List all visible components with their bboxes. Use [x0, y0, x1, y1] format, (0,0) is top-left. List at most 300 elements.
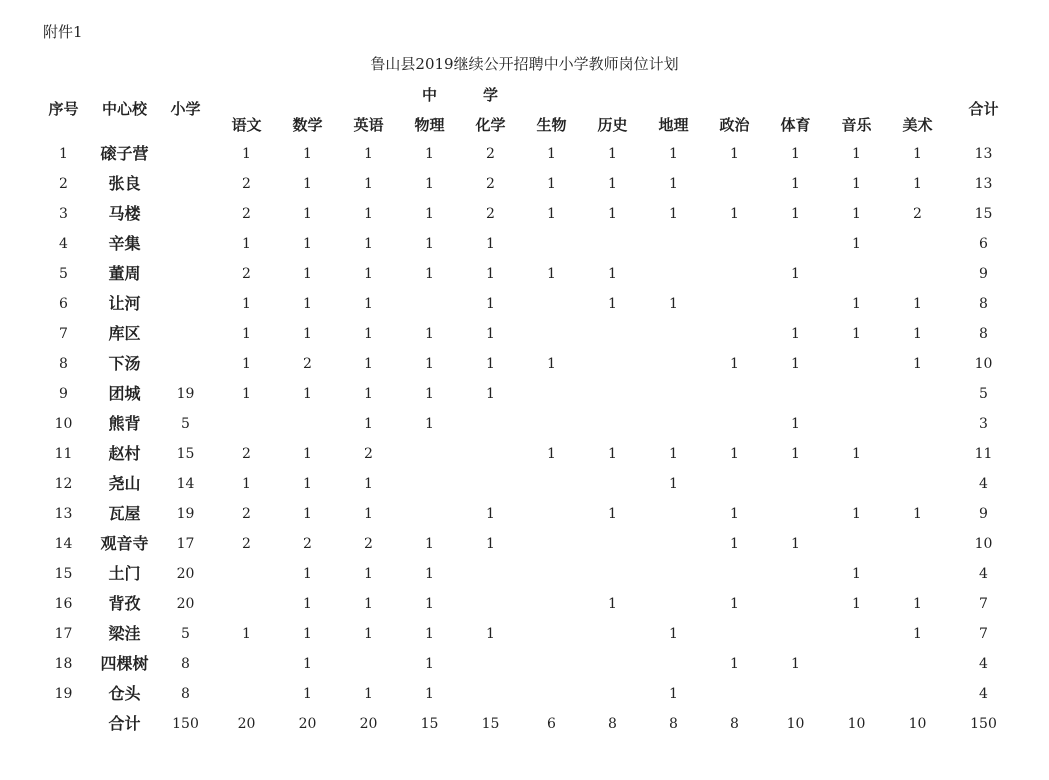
row-subject-count	[338, 649, 399, 679]
row-subject-count	[643, 379, 704, 409]
row-total: 4	[979, 686, 988, 702]
table-row	[33, 349, 1019, 379]
row-subject-count: 1	[364, 566, 373, 582]
row-subject-count: 1	[730, 206, 739, 222]
row-subject-count: 1	[791, 176, 800, 192]
row-subject-count: 1	[791, 266, 800, 282]
row-subject-count: 1	[852, 206, 861, 222]
row-subject-count	[704, 679, 765, 709]
header-subject: 物理	[414, 115, 445, 134]
header-subject: 美术	[902, 115, 933, 134]
row-subject-count	[826, 379, 887, 409]
row-subject-count	[765, 289, 826, 319]
row-subject-count: 1	[303, 266, 312, 282]
totals-subject: 10	[908, 716, 927, 732]
row-subject-count	[704, 409, 765, 439]
header-subject: 历史	[597, 115, 628, 134]
row-subject-count	[460, 649, 521, 679]
row-subject-count: 1	[913, 626, 922, 642]
row-school: 熊背	[108, 414, 141, 433]
row-subject-count	[216, 559, 277, 589]
row-subject-count	[704, 289, 765, 319]
row-subject-count: 2	[364, 536, 373, 552]
row-subject-count	[826, 259, 887, 289]
row-primary-count: 19	[176, 506, 195, 522]
row-subject-count	[460, 589, 521, 619]
row-primary-count	[155, 289, 216, 319]
row-subject-count: 2	[242, 176, 251, 192]
table-row	[33, 169, 1019, 199]
row-subject-count: 1	[791, 446, 800, 462]
row-subject-count: 1	[425, 146, 434, 162]
row-subject-count	[521, 229, 582, 259]
row-seq: 9	[59, 386, 68, 402]
row-subject-count: 1	[852, 566, 861, 582]
table-row	[33, 199, 1019, 229]
row-subject-count	[826, 649, 887, 679]
row-school: 团城	[108, 384, 141, 403]
header-subject: 政治	[719, 115, 750, 134]
row-subject-count	[643, 409, 704, 439]
row-school: 瓦屋	[108, 504, 141, 523]
row-subject-count	[704, 619, 765, 649]
row-subject-count: 1	[791, 356, 800, 372]
row-primary-count: 15	[176, 446, 195, 462]
row-subject-count: 1	[303, 506, 312, 522]
row-subject-count: 1	[852, 296, 861, 312]
row-subject-count: 1	[242, 476, 251, 492]
row-subject-count: 1	[364, 176, 373, 192]
row-subject-count	[887, 679, 948, 709]
row-subject-count	[643, 499, 704, 529]
row-subject-count: 1	[486, 326, 495, 342]
row-subject-count: 1	[303, 326, 312, 342]
header-middle-char-1: 中	[421, 85, 437, 104]
row-subject-count	[521, 289, 582, 319]
table-row	[33, 259, 1019, 289]
table-row	[33, 319, 1019, 349]
row-subject-count: 1	[852, 326, 861, 342]
row-seq: 6	[59, 296, 68, 312]
row-seq: 1	[59, 146, 68, 162]
row-subject-count: 1	[303, 446, 312, 462]
row-subject-count	[887, 469, 948, 499]
row-subject-count	[521, 319, 582, 349]
row-seq: 2	[59, 176, 68, 192]
row-primary-count: 20	[176, 566, 195, 582]
row-subject-count: 1	[303, 626, 312, 642]
row-subject-count: 1	[913, 146, 922, 162]
row-school: 董周	[108, 264, 141, 283]
row-subject-count	[460, 409, 521, 439]
row-subject-count	[582, 409, 643, 439]
row-subject-count	[521, 649, 582, 679]
table-row	[33, 139, 1019, 169]
row-subject-count: 1	[669, 146, 678, 162]
row-subject-count	[765, 679, 826, 709]
row-subject-count: 1	[913, 296, 922, 312]
row-subject-count: 1	[242, 236, 251, 252]
header-seq: 序号	[48, 100, 79, 118]
row-subject-count: 1	[791, 326, 800, 342]
row-subject-count	[887, 529, 948, 559]
row-subject-count: 1	[242, 626, 251, 642]
row-total: 9	[979, 506, 988, 522]
row-subject-count: 2	[242, 536, 251, 552]
row-subject-count	[460, 469, 521, 499]
row-subject-count	[460, 559, 521, 589]
row-total: 11	[974, 446, 993, 462]
row-subject-count	[216, 589, 277, 619]
row-subject-count: 1	[669, 686, 678, 702]
row-seq: 19	[54, 686, 73, 702]
row-seq: 4	[59, 236, 68, 252]
row-primary-count	[155, 349, 216, 379]
row-subject-count	[399, 439, 460, 469]
header-subject: 生物	[536, 115, 567, 134]
totals-primary: 150	[172, 716, 199, 732]
row-subject-count	[521, 409, 582, 439]
row-subject-count: 1	[303, 176, 312, 192]
row-subject-count: 1	[364, 206, 373, 222]
row-subject-count: 1	[852, 176, 861, 192]
header-subject: 音乐	[841, 115, 872, 134]
row-subject-count	[765, 619, 826, 649]
row-subject-count	[765, 499, 826, 529]
row-subject-count	[643, 589, 704, 619]
row-seq: 8	[59, 356, 68, 372]
row-subject-count	[826, 349, 887, 379]
row-total: 5	[979, 386, 988, 402]
totals-subject: 10	[847, 716, 866, 732]
row-subject-count	[887, 259, 948, 289]
table-row	[33, 529, 1019, 559]
row-subject-count	[582, 649, 643, 679]
row-subject-count: 1	[303, 386, 312, 402]
row-subject-count: 1	[730, 596, 739, 612]
row-subject-count: 1	[486, 506, 495, 522]
row-subject-count: 1	[486, 626, 495, 642]
row-subject-count: 1	[303, 146, 312, 162]
row-subject-count: 1	[425, 236, 434, 252]
row-subject-count	[704, 229, 765, 259]
row-seq: 16	[54, 596, 73, 612]
row-subject-count	[704, 469, 765, 499]
row-subject-count	[643, 649, 704, 679]
row-subject-count: 1	[730, 356, 739, 372]
row-school: 四棵树	[100, 654, 149, 673]
row-primary-count	[155, 169, 216, 199]
row-subject-count	[887, 409, 948, 439]
row-subject-count: 1	[303, 566, 312, 582]
row-subject-count: 1	[791, 206, 800, 222]
row-total: 7	[979, 626, 988, 642]
row-subject-count: 1	[303, 236, 312, 252]
row-total: 6	[979, 236, 988, 252]
row-subject-count: 1	[425, 386, 434, 402]
row-subject-count	[216, 679, 277, 709]
row-subject-count	[704, 259, 765, 289]
header-subject: 体育	[780, 115, 811, 134]
row-subject-count: 2	[303, 536, 312, 552]
row-total: 13	[974, 176, 993, 192]
totals-subject: 6	[547, 716, 556, 732]
row-subject-count	[887, 229, 948, 259]
row-subject-count	[582, 469, 643, 499]
row-subject-count: 1	[242, 356, 251, 372]
row-subject-count: 1	[425, 626, 434, 642]
row-subject-count: 1	[547, 356, 556, 372]
table-row	[33, 289, 1019, 319]
totals-row	[33, 709, 1019, 739]
row-seq: 12	[54, 476, 73, 492]
row-subject-count	[765, 559, 826, 589]
row-subject-count: 1	[608, 596, 617, 612]
totals-subject: 8	[669, 716, 678, 732]
row-subject-count	[521, 469, 582, 499]
row-subject-count: 1	[608, 296, 617, 312]
page-title: 鲁山县2019继续公开招聘中小学教师岗位计划	[370, 55, 679, 73]
row-subject-count: 1	[425, 266, 434, 282]
totals-subject: 20	[298, 716, 317, 732]
row-subject-count: 1	[791, 416, 800, 432]
row-subject-count: 1	[303, 596, 312, 612]
row-subject-count	[521, 679, 582, 709]
totals-subject: 20	[237, 716, 256, 732]
row-subject-count: 2	[242, 446, 251, 462]
totals-subject: 8	[730, 716, 739, 732]
row-subject-count: 1	[669, 296, 678, 312]
row-subject-count	[399, 289, 460, 319]
header-subject: 语文	[231, 115, 262, 134]
row-subject-count: 2	[242, 506, 251, 522]
row-subject-count: 1	[364, 266, 373, 282]
row-primary-count: 8	[181, 656, 190, 672]
row-total: 8	[979, 296, 988, 312]
row-school: 观音寺	[100, 534, 149, 553]
row-subject-count: 1	[852, 236, 861, 252]
row-subject-count: 1	[486, 236, 495, 252]
row-subject-count: 1	[242, 326, 251, 342]
row-school: 土门	[108, 564, 141, 583]
row-seq: 17	[54, 626, 73, 642]
row-subject-count: 1	[913, 356, 922, 372]
row-subject-count	[887, 559, 948, 589]
row-school: 梁洼	[108, 624, 141, 643]
row-school: 库区	[108, 324, 141, 343]
row-subject-count: 2	[486, 206, 495, 222]
row-total: 8	[979, 326, 988, 342]
row-subject-count: 1	[364, 686, 373, 702]
row-subject-count: 2	[913, 206, 922, 222]
header-primary: 小学	[170, 100, 201, 118]
row-subject-count: 1	[730, 146, 739, 162]
table-row	[33, 229, 1019, 259]
row-subject-count: 1	[547, 176, 556, 192]
totals-subject: 15	[420, 716, 439, 732]
row-subject-count: 1	[669, 476, 678, 492]
row-subject-count: 1	[425, 566, 434, 582]
row-subject-count: 1	[364, 356, 373, 372]
row-subject-count: 1	[364, 386, 373, 402]
row-subject-count	[887, 439, 948, 469]
table-row	[33, 439, 1019, 469]
row-subject-count: 1	[608, 506, 617, 522]
row-subject-count	[399, 469, 460, 499]
row-subject-count	[643, 229, 704, 259]
row-subject-count	[887, 649, 948, 679]
row-subject-count: 1	[364, 506, 373, 522]
row-subject-count: 2	[486, 176, 495, 192]
row-subject-count	[704, 379, 765, 409]
totals-subject: 10	[786, 716, 805, 732]
row-subject-count	[460, 439, 521, 469]
row-subject-count: 1	[730, 506, 739, 522]
row-total: 4	[979, 476, 988, 492]
row-subject-count: 1	[547, 146, 556, 162]
totals-subject: 8	[608, 716, 617, 732]
row-subject-count: 1	[608, 446, 617, 462]
row-seq: 18	[54, 656, 73, 672]
row-subject-count: 2	[364, 446, 373, 462]
row-subject-count: 1	[425, 356, 434, 372]
row-total: 3	[979, 416, 988, 432]
row-seq: 11	[54, 446, 73, 462]
row-primary-count	[155, 319, 216, 349]
row-subject-count: 1	[242, 296, 251, 312]
row-primary-count	[155, 199, 216, 229]
recruitment-plan-table	[33, 79, 1019, 739]
row-subject-count	[582, 229, 643, 259]
row-total: 7	[979, 596, 988, 612]
row-total: 10	[974, 536, 993, 552]
row-subject-count	[277, 409, 338, 439]
row-subject-count: 1	[425, 596, 434, 612]
row-subject-count	[765, 469, 826, 499]
row-subject-count	[521, 499, 582, 529]
row-subject-count	[521, 589, 582, 619]
row-subject-count: 1	[913, 176, 922, 192]
row-subject-count: 1	[425, 656, 434, 672]
totals-subject: 15	[481, 716, 500, 732]
row-subject-count: 1	[852, 446, 861, 462]
row-subject-count	[216, 649, 277, 679]
row-subject-count	[582, 379, 643, 409]
totals-subject: 20	[359, 716, 378, 732]
row-subject-count	[704, 169, 765, 199]
row-subject-count: 2	[486, 146, 495, 162]
row-primary-count: 20	[176, 596, 195, 612]
row-school: 磙子营	[100, 144, 149, 163]
row-subject-count	[460, 679, 521, 709]
row-subject-count: 1	[852, 596, 861, 612]
table-row	[33, 589, 1019, 619]
row-subject-count: 1	[425, 686, 434, 702]
row-subject-count: 1	[730, 656, 739, 672]
row-subject-count: 1	[730, 536, 739, 552]
row-subject-count: 1	[669, 626, 678, 642]
row-seq: 5	[59, 266, 68, 282]
row-school: 下汤	[108, 354, 141, 373]
row-primary-count	[155, 139, 216, 169]
row-subject-count	[826, 619, 887, 649]
row-total: 9	[979, 266, 988, 282]
row-subject-count: 1	[608, 206, 617, 222]
header-center-school: 中心校	[101, 100, 147, 118]
row-subject-count	[765, 589, 826, 619]
row-primary-count: 17	[176, 536, 195, 552]
attachment-label: 附件1	[43, 23, 83, 41]
row-subject-count: 1	[486, 536, 495, 552]
row-school: 尧山	[108, 474, 141, 493]
row-subject-count: 1	[425, 206, 434, 222]
row-subject-count: 1	[486, 296, 495, 312]
row-subject-count: 1	[364, 476, 373, 492]
table-row	[33, 559, 1019, 589]
row-total: 13	[974, 146, 993, 162]
row-subject-count	[521, 619, 582, 649]
totals-label: 合计	[108, 714, 141, 733]
row-subject-count: 1	[425, 176, 434, 192]
row-subject-count: 2	[242, 266, 251, 282]
row-primary-count: 8	[181, 686, 190, 702]
row-total: 15	[974, 206, 993, 222]
row-school: 辛集	[108, 234, 141, 253]
header-subject: 地理	[658, 115, 689, 134]
row-subject-count	[643, 319, 704, 349]
table-row	[33, 499, 1019, 529]
row-subject-count: 1	[791, 656, 800, 672]
row-subject-count: 1	[364, 146, 373, 162]
row-seq: 15	[54, 566, 73, 582]
row-subject-count: 1	[486, 356, 495, 372]
row-subject-count	[643, 259, 704, 289]
row-subject-count	[826, 409, 887, 439]
table-row	[33, 679, 1019, 709]
row-subject-count: 1	[913, 596, 922, 612]
row-subject-count: 2	[303, 356, 312, 372]
row-subject-count	[704, 319, 765, 349]
row-subject-count: 1	[913, 506, 922, 522]
row-subject-count: 1	[364, 236, 373, 252]
row-subject-count	[643, 349, 704, 379]
row-seq: 10	[54, 416, 73, 432]
row-subject-count: 1	[852, 506, 861, 522]
row-subject-count	[216, 409, 277, 439]
row-subject-count	[704, 559, 765, 589]
row-subject-count	[887, 379, 948, 409]
totals-seq-blank	[33, 709, 94, 739]
table-row	[33, 619, 1019, 649]
row-subject-count: 1	[608, 146, 617, 162]
row-subject-count	[826, 529, 887, 559]
row-subject-count	[582, 349, 643, 379]
row-subject-count: 1	[364, 416, 373, 432]
row-subject-count: 1	[669, 176, 678, 192]
header-subject: 化学	[475, 115, 506, 134]
row-total: 10	[974, 356, 993, 372]
row-school: 背孜	[108, 594, 141, 613]
row-subject-count: 1	[303, 686, 312, 702]
row-subject-count	[826, 679, 887, 709]
row-seq: 13	[54, 506, 73, 522]
row-subject-count: 1	[303, 296, 312, 312]
row-subject-count: 1	[364, 626, 373, 642]
row-subject-count: 2	[242, 206, 251, 222]
row-seq: 7	[59, 326, 68, 342]
row-total: 4	[979, 656, 988, 672]
row-subject-count: 1	[364, 596, 373, 612]
